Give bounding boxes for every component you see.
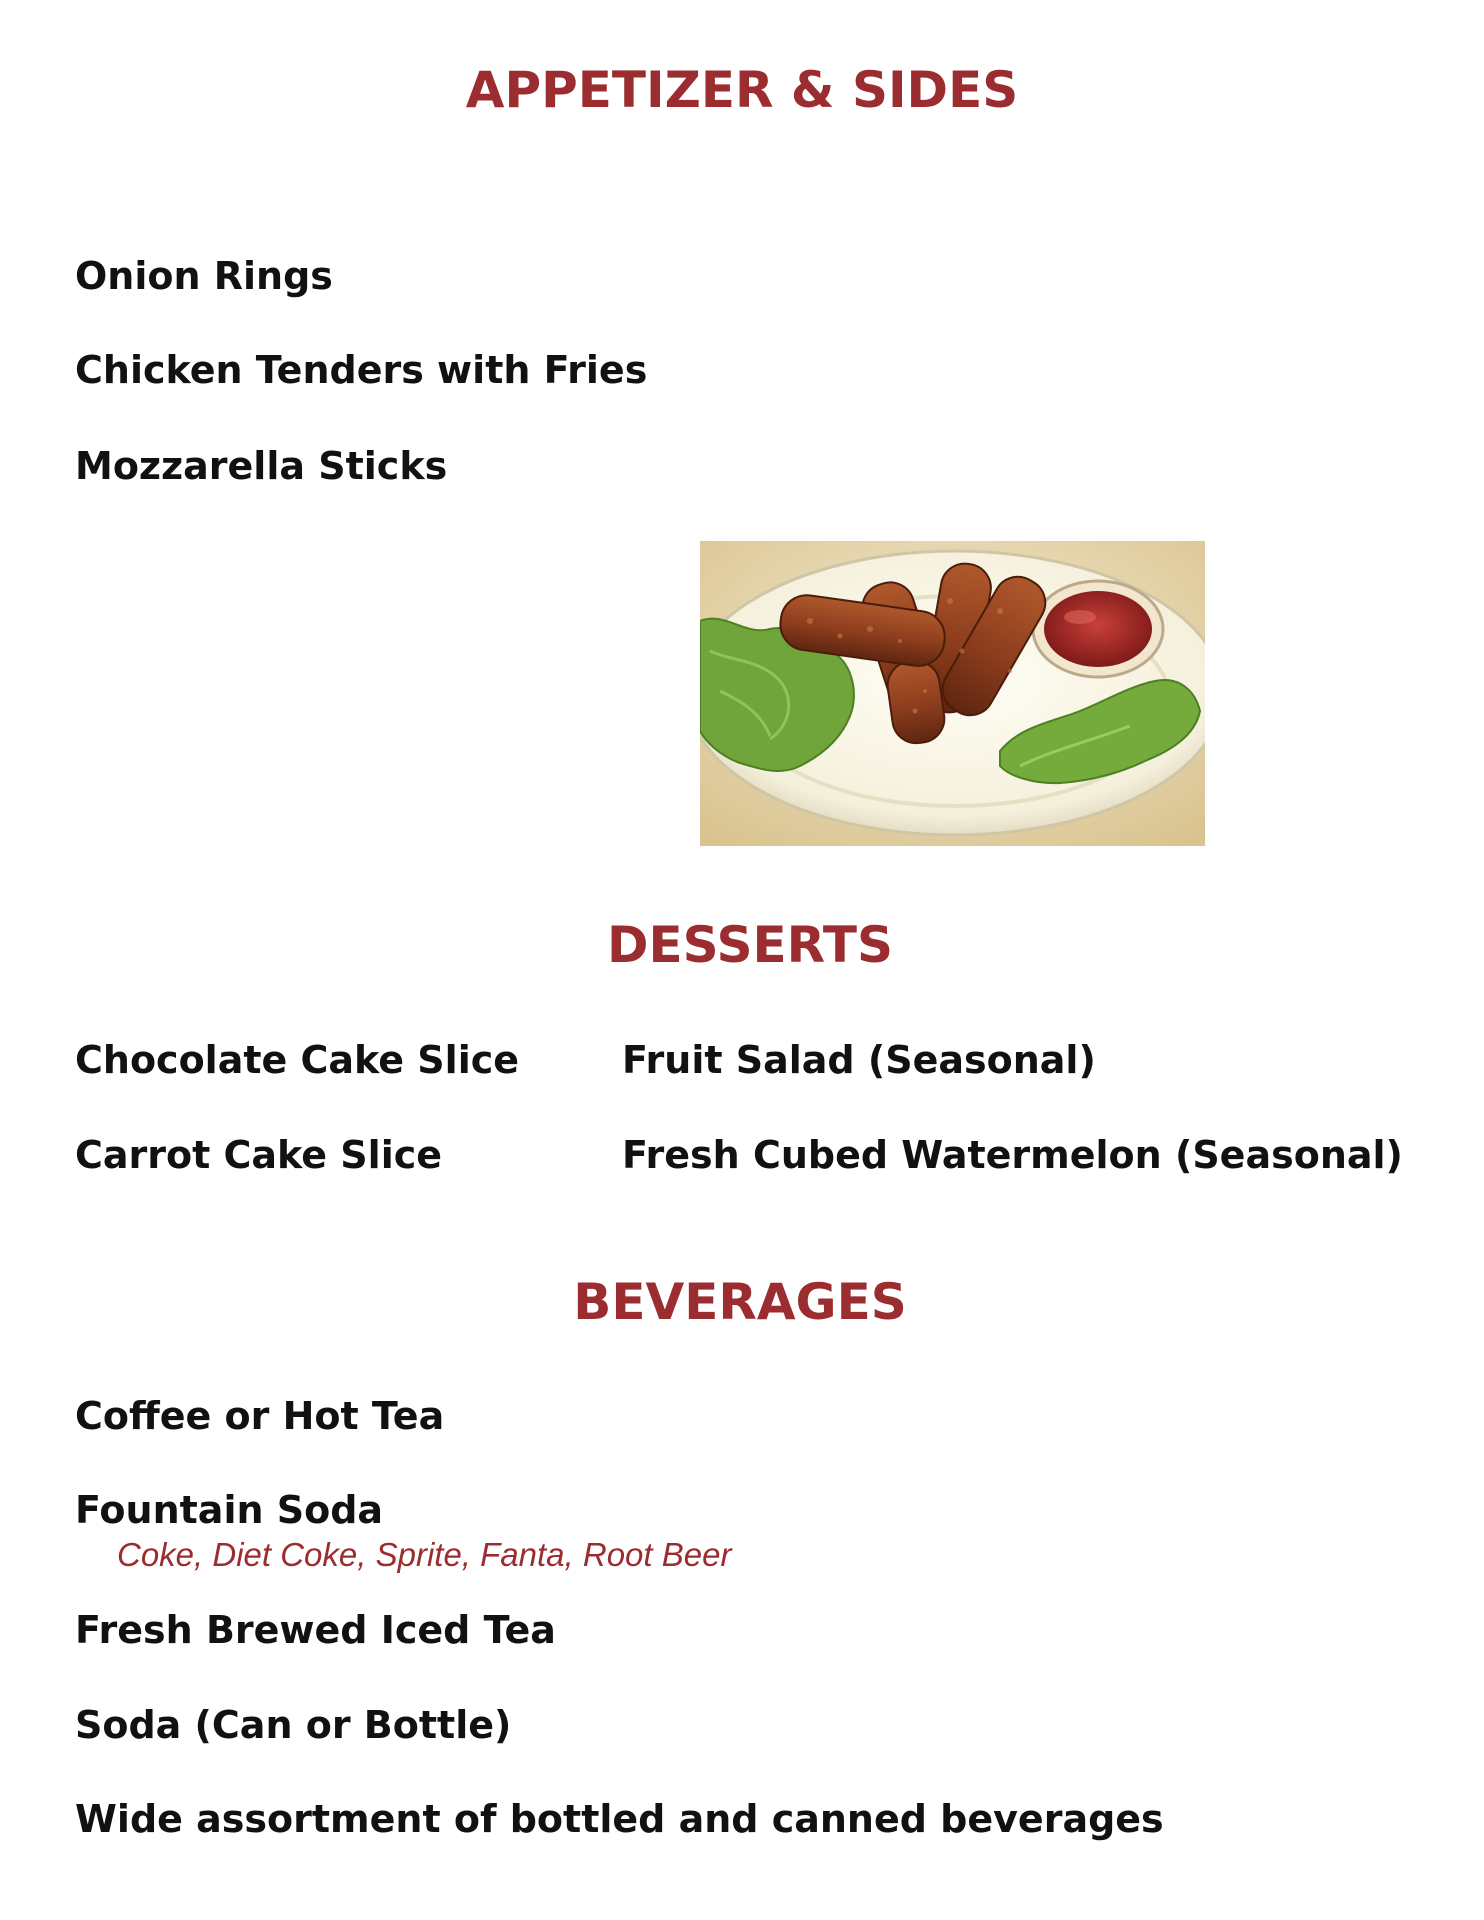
mozzarella-sticks-photo [700,541,1205,846]
menu-item-chocolate-cake: Chocolate Cake Slice [75,1038,520,1082]
menu-item-watermelon: Fresh Cubed Watermelon (Seasonal) [622,1133,1403,1177]
menu-item-fruit-salad: Fruit Salad (Seasonal) [622,1038,1096,1082]
menu-item-iced-tea: Fresh Brewed Iced Tea [75,1608,556,1652]
menu-item-carrot-cake: Carrot Cake Slice [75,1133,443,1177]
menu-item-soda-can-bottle: Soda (Can or Bottle) [75,1703,512,1747]
fountain-soda-options: Coke, Diet Coke, Sprite, Fanta, Root Beer [117,1536,732,1573]
menu-item-onion-rings: Onion Rings [75,254,333,298]
appetizer-sides-heading: APPETIZER & SIDES [465,61,1019,119]
menu-item-chicken-tenders: Chicken Tenders with Fries [75,348,648,392]
beverages-heading: BEVERAGES [573,1273,907,1331]
menu-item-coffee-tea: Coffee or Hot Tea [75,1394,445,1438]
menu-item-fountain-soda: Fountain Soda [75,1488,384,1532]
menu-item-bottled-canned: Wide assortment of bottled and canned beverages [75,1797,1164,1841]
desserts-heading: DESSERTS [607,916,893,974]
menu-item-mozzarella-sticks: Mozzarella Sticks [75,444,448,488]
